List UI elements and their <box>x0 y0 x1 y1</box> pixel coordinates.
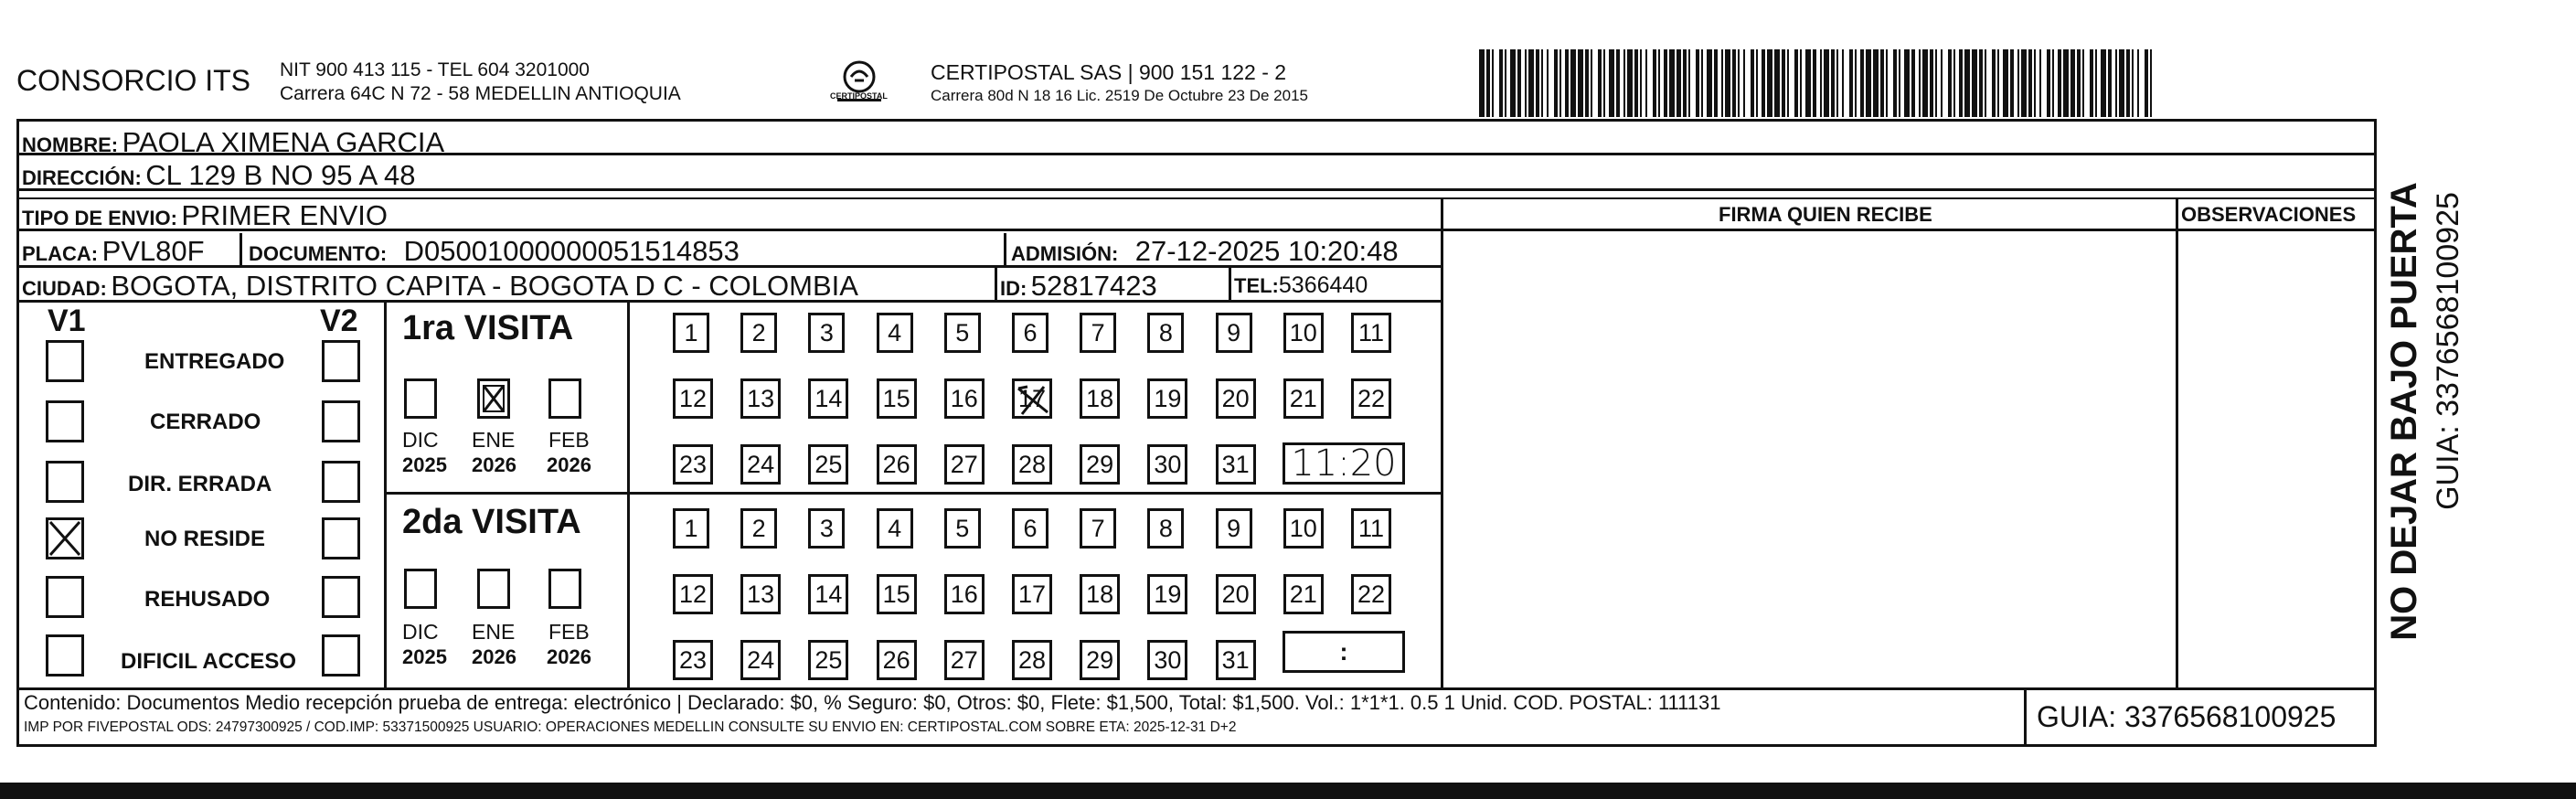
tel-value: 5366440 <box>1278 272 1368 298</box>
visit1-month-dic-label: DIC <box>402 428 439 452</box>
v2-header: V2 <box>320 304 358 338</box>
visit2-day-22[interactable]: 22 <box>1351 574 1391 614</box>
nombre-value: PAOLA XIMENA GARCIA <box>122 126 445 158</box>
visit1-day-30[interactable]: 30 <box>1147 444 1187 485</box>
visit2-month-ene-year: 2026 <box>472 645 516 668</box>
option-label-dificil-acceso: DIFICIL ACCESO <box>121 649 297 674</box>
visit1-day-23[interactable]: 23 <box>673 444 713 485</box>
checked-x-icon <box>48 520 81 557</box>
admision-label: ADMISIÓN: <box>1011 242 1119 265</box>
visit1-day-6[interactable]: 6 <box>1012 313 1048 353</box>
id-value: 52817423 <box>1030 270 1157 302</box>
visit1-month-ene-label: ENE <box>472 428 516 452</box>
visit1-day-27[interactable]: 27 <box>944 444 985 485</box>
admision-value: 27-12-2025 10:20:48 <box>1134 235 1399 267</box>
visit2-day-26[interactable]: 26 <box>877 640 917 680</box>
visit1-day-9[interactable]: 9 <box>1216 313 1252 353</box>
visit2-title: 2da VISITA <box>402 503 581 541</box>
v1-checkbox-dir-errada[interactable] <box>46 461 84 503</box>
visit1-day-28[interactable]: 28 <box>1012 444 1052 485</box>
visit2-day-2[interactable]: 2 <box>740 508 777 549</box>
direccion-value: CL 129 B NO 95 A 48 <box>145 159 416 191</box>
visit2-day-3[interactable]: 3 <box>808 508 845 549</box>
visit2-day-4[interactable]: 4 <box>877 508 913 549</box>
visit2-day-11[interactable]: 11 <box>1351 508 1391 549</box>
visit1-month-feb-label: FEB <box>548 428 590 452</box>
visit2-day-30[interactable]: 30 <box>1147 640 1187 680</box>
v1-checkbox-cerrado[interactable] <box>46 400 84 442</box>
visit2-month-dic-checkbox[interactable] <box>404 569 437 609</box>
visit2-day-19[interactable]: 19 <box>1147 574 1187 614</box>
visit2-day-21[interactable]: 21 <box>1283 574 1324 614</box>
visit1-day-11[interactable]: 11 <box>1351 313 1391 353</box>
no-dejar-bajo-puerta-text: NO DEJAR BAJO PUERTA <box>2384 182 2424 641</box>
visit2-day-23[interactable]: 23 <box>673 640 713 680</box>
visit2-month-dic-year: 2025 <box>402 645 447 668</box>
visit2-month-feb-label: FEB <box>548 620 590 644</box>
visit2-day-9[interactable]: 9 <box>1216 508 1252 549</box>
visit1-day-18[interactable]: 18 <box>1080 378 1120 419</box>
id-row <box>1000 272 1157 300</box>
visit1-day-5[interactable]: 5 <box>944 313 981 353</box>
v1-checkbox-dificil-acceso[interactable] <box>46 634 84 676</box>
visit2-month-ene-checkbox[interactable] <box>477 569 510 609</box>
tipo-envio-label: TIPO DE ENVIO: <box>22 207 177 229</box>
visit2-day-27[interactable]: 27 <box>944 640 985 680</box>
visit2-month-dic-label: DIC <box>402 620 439 644</box>
direccion-label: DIRECCIÓN: <box>22 166 142 189</box>
option-label-no-reside: NO RESIDE <box>144 527 266 551</box>
placa-value: PVL80F <box>101 235 205 267</box>
v1-checkbox-no-reside[interactable] <box>46 517 84 559</box>
option-label-entregado: ENTREGADO <box>144 349 285 374</box>
visit1-day-7[interactable]: 7 <box>1080 313 1116 353</box>
carrier-name-line: CERTIPOSTAL SAS | 900 151 122 - 2 <box>931 60 1287 84</box>
ciudad-row <box>22 272 858 300</box>
barcode <box>1479 49 2156 117</box>
visit1-day-13[interactable]: 13 <box>740 378 781 419</box>
guia-footer: GUIA: 3376568100925 <box>2037 700 2336 733</box>
visit2-day-17[interactable]: 17 <box>1012 574 1052 614</box>
observaciones-header: OBSERVACIONES <box>2181 203 2357 226</box>
option-label-cerrado: CERRADO <box>150 410 261 434</box>
visit1-month-ene-checkbox[interactable] <box>477 378 510 419</box>
v2-checkbox-dir-errada[interactable] <box>322 461 360 503</box>
visit2-month-feb-year: 2026 <box>547 645 591 668</box>
placa-row <box>22 237 205 265</box>
documento-value: D05001000000051514853 <box>403 235 740 267</box>
visit1-month-dic-year: 2025 <box>402 453 447 476</box>
nombre-row <box>22 128 444 156</box>
tel-label: TEL: <box>1234 274 1279 297</box>
v2-checkbox-entregado[interactable] <box>322 340 360 382</box>
visit2-day-8[interactable]: 8 <box>1147 508 1184 549</box>
visit1-day-3[interactable]: 3 <box>808 313 845 353</box>
visit2-day-28[interactable]: 28 <box>1012 640 1052 680</box>
visit2-day-12[interactable]: 12 <box>673 574 713 614</box>
visit2-day-20[interactable]: 20 <box>1216 574 1256 614</box>
imp-line: IMP POR FIVEPOSTAL ODS: 24797300925 / COD.IMP: 53371500925 USUARIO: OPERACIONES MEDELLIN CONSULTE SU ENVIO EN: CERTIPOSTAL.COM SOBRE ETA: 2025-12-31 D+2 <box>24 719 1237 735</box>
option-label-rehusado: REHUSADO <box>144 587 271 612</box>
visit2-day-15[interactable]: 15 <box>877 574 917 614</box>
ciudad-value: BOGOTA, DISTRITO CAPITA - BOGOTA D C - COLOMBIA <box>111 270 858 302</box>
visit2-day-31[interactable]: 31 <box>1216 640 1256 680</box>
nombre-label: NOMBRE: <box>22 133 119 156</box>
visit2-month-ene-label: ENE <box>472 620 516 644</box>
tel-row <box>1234 274 1368 297</box>
visit2-time-box[interactable]: : <box>1283 631 1405 673</box>
v2-checkbox-no-reside[interactable] <box>322 517 360 559</box>
visit1-month-ene-year: 2026 <box>472 453 516 476</box>
visit1-day-10[interactable]: 10 <box>1283 313 1324 353</box>
company-name: CONSORCIO ITS <box>16 64 251 97</box>
visit1-title: 1ra VISITA <box>402 309 574 347</box>
visit1-day-2[interactable]: 2 <box>740 313 777 353</box>
visit1-day-22[interactable]: 22 <box>1351 378 1391 419</box>
company-nit-line: NIT 900 413 115 - TEL 604 3201000 <box>280 59 590 80</box>
direccion-row <box>22 161 416 189</box>
visit1-month-dic-checkbox[interactable] <box>404 378 437 419</box>
tipo-envio-row <box>22 201 388 229</box>
documento-label: DOCUMENTO: <box>249 242 388 265</box>
visit1-day-24[interactable]: 24 <box>740 444 781 485</box>
certipostal-logo <box>832 57 887 112</box>
admision-row <box>1011 237 1399 265</box>
visit1-day-14[interactable]: 14 <box>808 378 848 419</box>
visit1-day-15[interactable]: 15 <box>877 378 917 419</box>
visit1-day-16[interactable]: 16 <box>944 378 985 419</box>
visit2-day-5[interactable]: 5 <box>944 508 981 549</box>
firma-area[interactable] <box>1446 234 2173 686</box>
side-guia-text: GUIA: 3376568100925 <box>2431 192 2465 510</box>
visit2-day-29[interactable]: 29 <box>1080 640 1120 680</box>
visit1-month-feb-checkbox[interactable] <box>548 378 581 419</box>
visit2-day-10[interactable]: 10 <box>1283 508 1324 549</box>
visit1-month-feb-year: 2026 <box>547 453 591 476</box>
visit2-day-6[interactable]: 6 <box>1012 508 1048 549</box>
logo-caption: CERTIPOSTAL <box>830 91 888 101</box>
carrier-address-line: Carrera 80d N 18 16 Lic. 2519 De Octubre 23 De 2015 <box>931 87 1308 104</box>
visit2-month-feb-checkbox[interactable] <box>548 569 581 609</box>
visit1-day-21[interactable]: 21 <box>1283 378 1324 419</box>
visit2-day-14[interactable]: 14 <box>808 574 848 614</box>
tipo-envio-value: PRIMER ENVIO <box>181 199 389 231</box>
placa-label: PLACA: <box>22 242 99 265</box>
visit1-time-box[interactable]: 11:20 <box>1283 442 1405 485</box>
checked-x-icon <box>1015 381 1051 418</box>
visit2-day-18[interactable]: 18 <box>1080 574 1120 614</box>
ciudad-label: CIUDAD: <box>22 277 107 300</box>
visit1-day-8[interactable]: 8 <box>1147 313 1184 353</box>
page-edge-shadow <box>0 783 2576 799</box>
visit2-day-24[interactable]: 24 <box>740 640 781 680</box>
visit1-day-25[interactable]: 25 <box>808 444 848 485</box>
id-label: ID: <box>1000 277 1027 300</box>
v2-checkbox-rehusado[interactable] <box>322 576 360 618</box>
v2-checkbox-cerrado[interactable] <box>322 400 360 442</box>
visit1-day-20[interactable]: 20 <box>1216 378 1256 419</box>
visit2-day-1[interactable]: 1 <box>673 508 709 549</box>
visit1-day-29[interactable]: 29 <box>1080 444 1120 485</box>
visit2-day-25[interactable]: 25 <box>808 640 848 680</box>
contenido-line: Contenido: Documentos Medio recepción prueba de entrega: electrónico | Declarado: $0, % Seguro: $0, Otros: $0, Flete: $1,500, Total: $1,500. Vol.: 1*1*1. 0.5 1 Unid. COD. POSTAL: 111131 <box>24 691 1721 714</box>
visit2-day-16[interactable]: 16 <box>944 574 985 614</box>
visit1-day-4[interactable]: 4 <box>877 313 913 353</box>
documento-row <box>249 237 740 265</box>
v1-header: V1 <box>48 304 86 338</box>
checked-x-icon <box>480 381 507 416</box>
visit1-day-17[interactable]: 17 <box>1012 378 1052 419</box>
visit1-day-26[interactable]: 26 <box>877 444 917 485</box>
v2-checkbox-dificil-acceso[interactable] <box>322 634 360 676</box>
visit2-day-13[interactable]: 13 <box>740 574 781 614</box>
visit1-day-31[interactable]: 31 <box>1216 444 1256 485</box>
visit1-day-1[interactable]: 1 <box>673 313 709 353</box>
option-label-dir-errada: DIR. ERRADA <box>128 472 272 496</box>
v1-checkbox-rehusado[interactable] <box>46 576 84 618</box>
visit1-day-12[interactable]: 12 <box>673 378 713 419</box>
company-address-line: Carrera 64C N 72 - 58 MEDELLIN ANTIOQUIA <box>280 83 681 104</box>
observaciones-area[interactable] <box>2181 234 2371 686</box>
visit2-day-7[interactable]: 7 <box>1080 508 1116 549</box>
firma-header: FIRMA QUIEN RECIBE <box>1719 203 1932 226</box>
visit1-day-19[interactable]: 19 <box>1147 378 1187 419</box>
v1-checkbox-entregado[interactable] <box>46 340 84 382</box>
